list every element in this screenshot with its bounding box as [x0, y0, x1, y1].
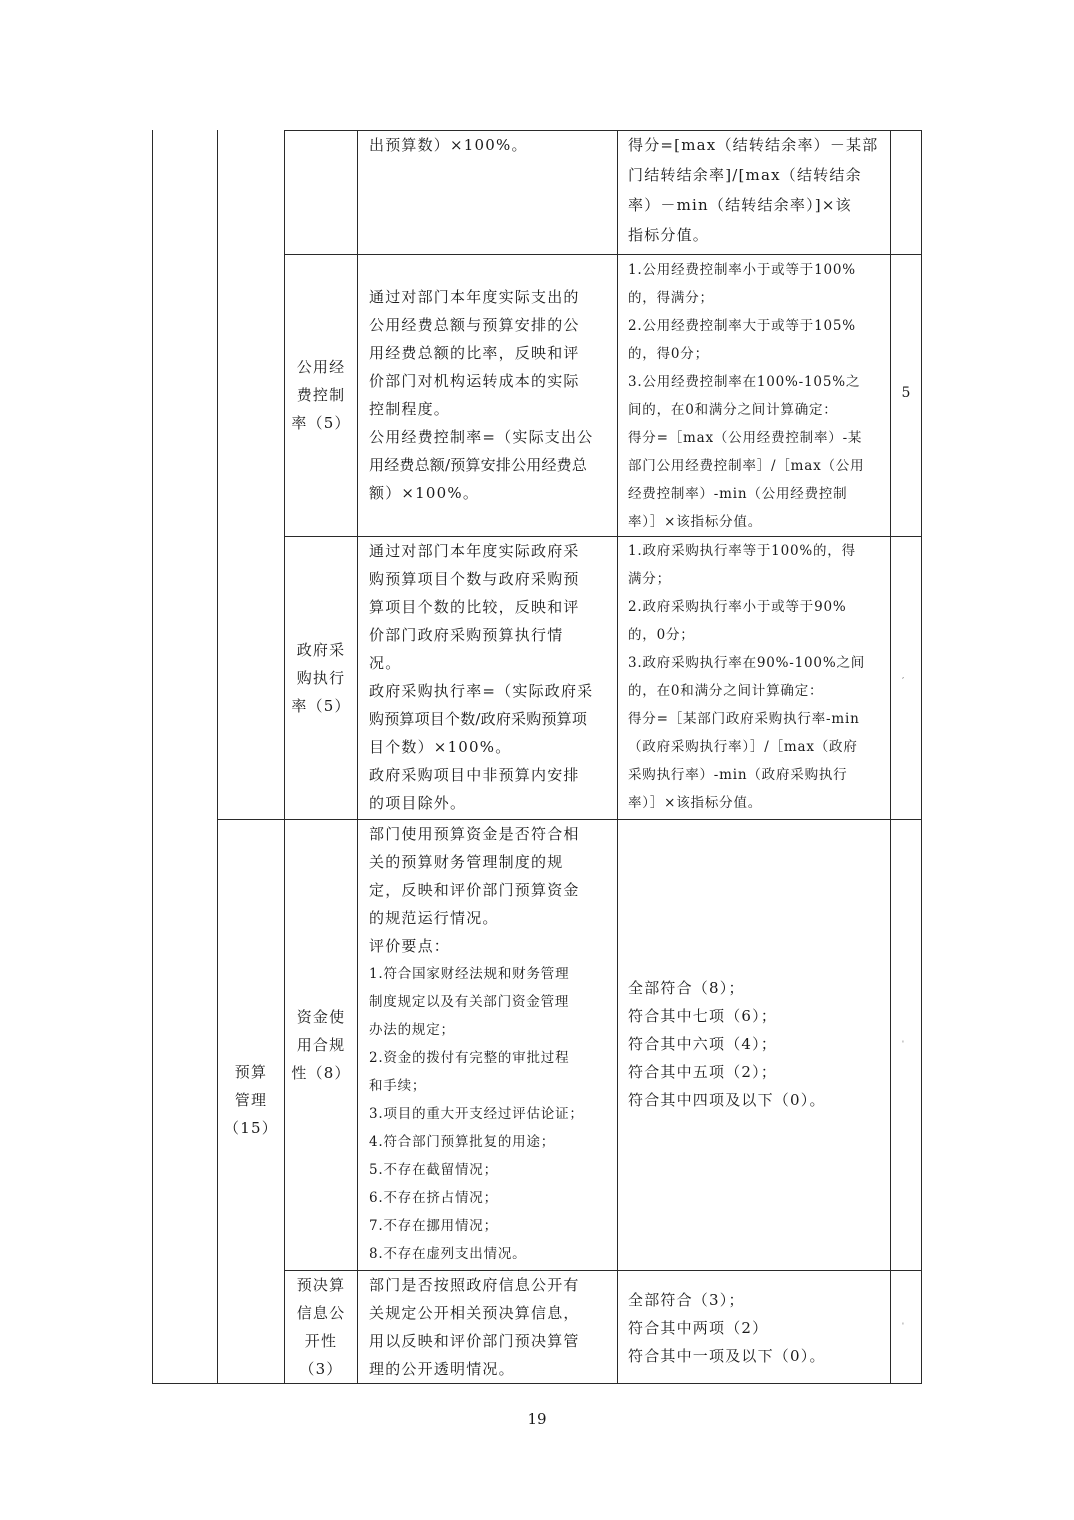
- crit-line: 的，0分；: [628, 627, 695, 643]
- name-line: （3）: [299, 1360, 343, 1378]
- desc-line: 用以反映和评价部门预决算管: [369, 1332, 580, 1350]
- crit-line: 符合其中七项（6）；: [628, 1007, 778, 1025]
- crit-line: 符合其中四项及以下（0）。: [628, 1091, 826, 1109]
- row-4-indicator-name: [285, 1271, 357, 1383]
- desc-line: 购预算项目个数与政府采购预: [369, 570, 580, 588]
- name-line: 用合规: [296, 1036, 346, 1054]
- name-line: 信息公: [296, 1304, 346, 1322]
- desc-line: 购预算项目个数/政府采购预算项: [369, 710, 588, 728]
- crit-line: 符合其中六项（4）；: [628, 1035, 778, 1053]
- row-2-criteria: [628, 537, 888, 817]
- desc-line: 的规范运行情况。: [369, 909, 499, 927]
- crit-line: 2.政府采购执行率小于或等于90%: [628, 599, 847, 615]
- row-1-indicator-name: [285, 350, 357, 440]
- row-1-criteria: [628, 256, 888, 536]
- crit-line: 的，得满分；: [628, 290, 714, 306]
- desc-line: 额）×100%。: [369, 484, 480, 502]
- row-2-indicator-name: [285, 633, 357, 723]
- crit-line: （政府采购执行率）］/［max（政府: [628, 739, 858, 755]
- row-4-description: [369, 1271, 613, 1383]
- desc-line: 部门使用预算资金是否符合相: [369, 825, 580, 843]
- crit-line: 率）］×该指标分值。: [628, 514, 763, 530]
- desc-line: 8.不存在虚列支出情况。: [369, 1246, 527, 1262]
- desc-line: 控制程度。: [369, 400, 451, 418]
- row-divider-1: [284, 254, 922, 255]
- crit-line: 全部符合（8）；: [628, 979, 745, 997]
- desc-line: 部门是否按照政府信息公开有: [369, 1276, 580, 1294]
- row-0-description: [369, 131, 613, 159]
- desc-line: 价部门对机构运转成本的实际: [369, 372, 580, 390]
- desc-line: 公用经费总额与预算安排的公: [369, 316, 580, 334]
- name-line: 率（5）: [291, 414, 351, 432]
- crit-line: 率）－min（结转结余率）]×该: [628, 196, 852, 214]
- desc-line: 出预算数）×100%。: [369, 136, 528, 154]
- row-2-score: ,: [902, 672, 905, 680]
- desc-line: 价部门政府采购预算执行情: [369, 626, 564, 644]
- crit-line: 率）］×该指标分值。: [628, 795, 763, 811]
- desc-line: 通过对部门本年度实际政府采: [369, 542, 580, 560]
- desc-line: 评价要点：: [369, 937, 451, 955]
- desc-line: 目个数）×100%。: [369, 738, 512, 756]
- desc-line: 3.项目的重大开支经过评估论证；: [369, 1106, 584, 1122]
- desc-line: 理的公开透明情况。: [369, 1360, 515, 1378]
- row-2-description: [369, 537, 613, 817]
- category-line: 管理: [234, 1091, 268, 1109]
- desc-line: 况。: [369, 654, 402, 672]
- desc-line: 1.符合国家财经法规和财务管理: [369, 966, 570, 982]
- desc-line: 定，反映和评价部门预算资金: [369, 881, 580, 899]
- crit-line: 全部符合（3）；: [628, 1291, 745, 1309]
- desc-line: 政府采购执行率=（实际政府采: [369, 682, 594, 700]
- table-bottom-border: [152, 1383, 922, 1384]
- desc-line: 通过对部门本年度实际支出的: [369, 288, 580, 306]
- table-col-divider-5: [890, 130, 891, 1384]
- row-4-score: ': [902, 1322, 904, 1330]
- desc-line: 用经费总额的比率，反映和评: [369, 344, 580, 362]
- crit-line: 得分=［某部门政府采购执行率-min: [628, 711, 860, 727]
- crit-line: 得分=[max（结转结余率）－某部: [628, 136, 879, 154]
- crit-line: 得分=［max（公用经费控制率）-某: [628, 430, 863, 446]
- crit-line: 2.公用经费控制率大于或等于105%: [628, 318, 856, 334]
- desc-line: 4.符合部门预算批复的用途；: [369, 1134, 556, 1150]
- row-1-score: 5: [901, 385, 911, 401]
- crit-line: 符合其中两项（2）: [628, 1319, 769, 1337]
- crit-line: 1.政府采购执行率等于100%的，得: [628, 543, 856, 559]
- row-3-indicator-name: [285, 1000, 357, 1090]
- name-line: 性（8）: [291, 1064, 351, 1082]
- name-line: 率（5）: [291, 697, 351, 715]
- desc-line: 公用经费控制率=（实际支出公: [369, 428, 594, 446]
- crit-line: 1.公用经费控制率小于或等于100%: [628, 262, 856, 278]
- desc-line: 2.资金的拨付有完整的审批过程: [369, 1050, 570, 1066]
- desc-line: 6.不存在挤占情况；: [369, 1190, 498, 1206]
- row-3-criteria: [628, 974, 888, 1114]
- desc-line: 7.不存在挪用情况；: [369, 1218, 498, 1234]
- name-line: 开性: [304, 1332, 338, 1350]
- row-3-score: ': [902, 1040, 904, 1048]
- name-line: 政府采: [296, 641, 346, 659]
- desc-line: 用经费总额/预算安排公用经费总: [369, 456, 588, 474]
- crit-line: 3.政府采购执行率在90%-100%之间: [628, 655, 866, 671]
- desc-line: 关规定公开相关预决算信息，: [369, 1304, 580, 1322]
- crit-line: 采购执行率）-min（政府采购执行: [628, 767, 848, 783]
- name-line: 购执行: [296, 669, 346, 687]
- category-budget-management: [218, 1040, 284, 1160]
- desc-line: 关的预算财务管理制度的规: [369, 853, 564, 871]
- crit-line: 的，在0和满分之间计算确定：: [628, 683, 824, 699]
- desc-line: 办法的规定；: [369, 1022, 455, 1038]
- table-col-divider-4: [617, 130, 618, 1384]
- desc-line: 的项目除外。: [369, 794, 467, 812]
- crit-line: 符合其中五项（2）；: [628, 1063, 778, 1081]
- crit-line: 的，得0分；: [628, 346, 709, 362]
- row-0-criteria: [628, 130, 888, 250]
- name-line: 公用经: [296, 358, 346, 376]
- table-col-divider-3: [357, 130, 358, 1384]
- row-3-description: [369, 820, 613, 1268]
- crit-line: 经费控制率）-min（公用经费控制: [628, 486, 848, 502]
- page-number: 19: [527, 1410, 547, 1428]
- crit-line: 符合其中一项及以下（0）。: [628, 1347, 826, 1365]
- crit-line: 间的，在0和满分之间计算确定：: [628, 402, 838, 418]
- name-line: 资金使: [296, 1008, 346, 1026]
- category-line: （15）: [224, 1119, 278, 1137]
- row-1-description: [369, 283, 613, 507]
- desc-line: 算项目个数的比较，反映和评: [369, 598, 580, 616]
- desc-line: 和手续；: [369, 1078, 427, 1094]
- crit-line: 3.公用经费控制率在100%-105%之: [628, 374, 861, 390]
- row-4-criteria: [628, 1286, 888, 1370]
- name-line: 预决算: [296, 1276, 346, 1294]
- desc-line: 5.不存在截留情况；: [369, 1162, 498, 1178]
- crit-line: 门结转结余率]/[max（结转结余: [628, 166, 862, 184]
- category-line: 预算: [234, 1063, 268, 1081]
- name-line: 费控制: [296, 386, 346, 404]
- crit-line: 指标分值。: [628, 226, 710, 244]
- table-col-divider-2: [284, 130, 285, 1384]
- table-border-left: [152, 130, 153, 1384]
- crit-line: 部门公用经费控制率］/［max（公用: [628, 458, 865, 474]
- table-col-divider-1: [217, 130, 218, 1384]
- desc-line: 制度规定以及有关部门资金管理: [369, 994, 570, 1010]
- table-border-right: [921, 130, 922, 1384]
- crit-line: 满分；: [628, 571, 671, 587]
- desc-line: 政府采购项目中非预算内安排: [369, 766, 580, 784]
